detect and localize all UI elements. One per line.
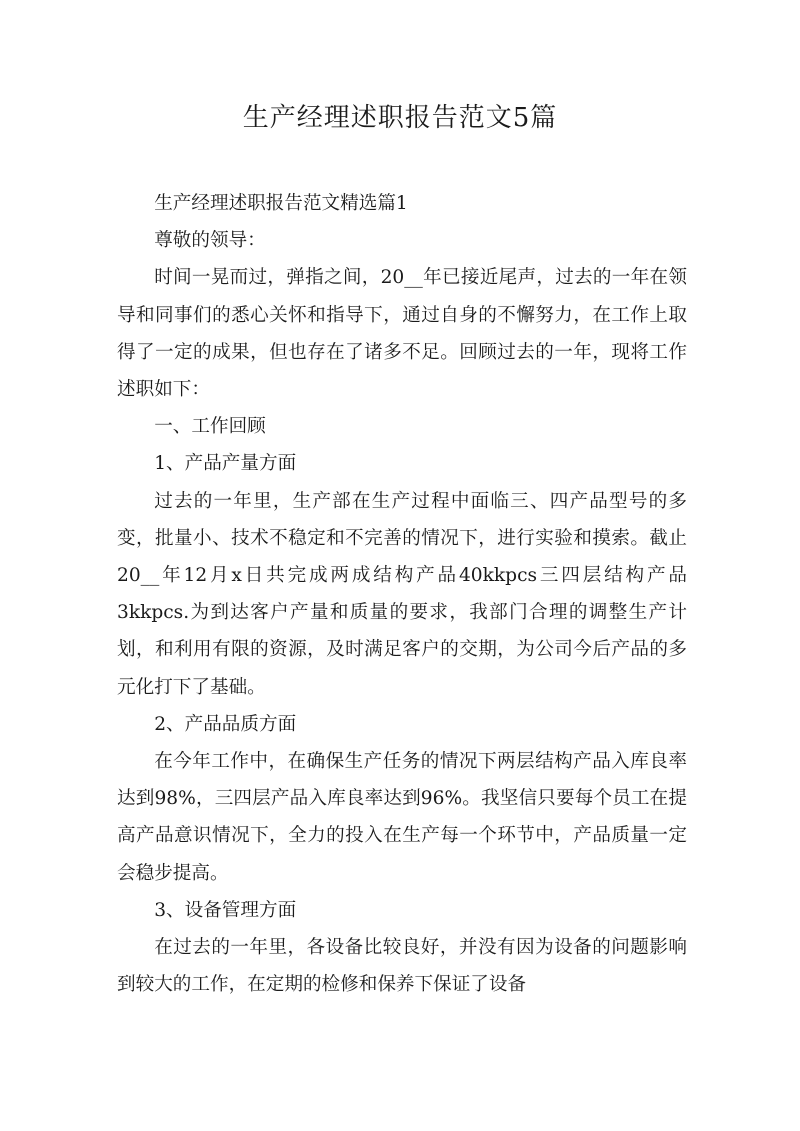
chapter-heading-work-review: 一、工作回顾 [154,416,266,438]
document-body [117,185,687,1003]
paragraph-output: 过去的一年里，生产部在生产过程中面临三、四产品型号的多变，批量小、技术不稳定和不完善的情况下，进行实验和摸索。截止20__年12月x日共完成两成结构产品40kkpcs三四层结构产品3kkpcs.为到达客户产量和质量的要求，我部门合理的调整生产计划，和利用有限的资源，及时满足客户的交期，为公司今后产品的多元化打下了基础。 [117,490,687,698]
salutation: 尊敬的领导： [154,230,266,252]
subheading-output: 1、产品产量方面 [154,453,297,475]
paragraph-equipment: 在过去的一年里，各设备比较良好，并没有因为设备的问题影响到较大的工作，在定期的检修和保养下保证了设备 [117,937,687,996]
subheading-quality: 2、产品品质方面 [154,713,297,735]
section-heading: 生产经理述职报告范文精选篇1 [154,193,408,214]
intro-paragraph: 时间一晃而过，弹指之间，20__年已接近尾声，过去的一年在领导和同事们的悉心关怀和指导下，通过自身的不懈努力，在工作上取得了一定的成果，但也存在了诸多不足。回顾过去的一年，现将工作述职如下： [117,267,687,401]
document-title: 生产经理述职报告范文5篇 [242,103,558,133]
subheading-equipment: 3、设备管理方面 [154,899,297,921]
paragraph-quality: 在今年工作中，在确保生产任务的情况下两层结构产品入库良率达到98%，三四层产品入库良率达到96%。我坚信只要每个员工在提高产品意识情况下，全力的投入在生产每一个环节中，产品质量一定会稳步提高。 [117,751,687,884]
